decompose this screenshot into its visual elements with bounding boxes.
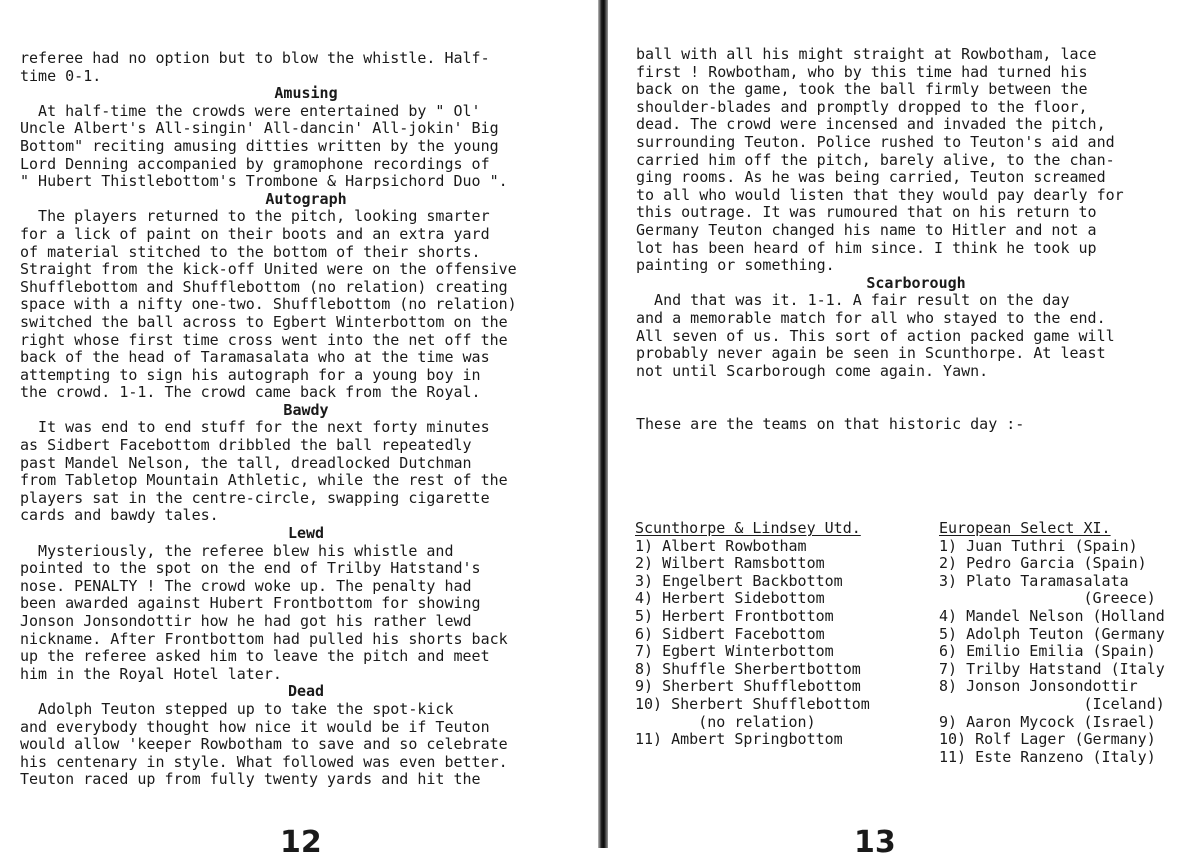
bawdy-line: as Sidbert Facebottom dribbled the ball repeatedly [20, 436, 472, 455]
amusing-line: Lord Denning accompanied by gramophone recordings of [20, 154, 490, 173]
section-heading-lewd: Lewd [287, 524, 325, 543]
autograph-line: for a lick of paint on their boots and an extra yard [20, 224, 490, 243]
left-page [0, 0, 598, 860]
away-player: 11) Este Ranzeno (Italy) [939, 747, 1156, 766]
lewd-line: Jonson Jonsondottir how he had got his rather lewd [20, 612, 472, 630]
amusing-line: " Hubert Thistlebottom's Trombone & Harpsichord Duo ". [20, 172, 508, 191]
right-intro-line: shoulder-blades and promptly dropped to the floor, [636, 97, 1088, 116]
autograph-line: attempting to sign his autograph for a young boy in [20, 365, 481, 384]
home-player: 3) Engelbert Backbottom [635, 571, 843, 590]
right-intro-line: Germany Teuton changed his name to Hitler and not a [636, 220, 1097, 239]
home-player: 1) Albert Rowbotham [635, 536, 807, 555]
page-number-left: 12 [280, 825, 322, 860]
bawdy-line: past Mandel Nelson, the tall, dreadlocked Dutchman [20, 453, 472, 472]
home-team-title: Scunthorpe & Lindsey Utd. [635, 519, 861, 537]
amusing-line: Bottom" reciting amusing ditties written by the young [20, 136, 499, 155]
right-intro-line: to all who would listen that they would pay dearly for [636, 185, 1124, 204]
home-team-list [635, 520, 870, 749]
away-player: 4) Mandel Nelson (Holland [939, 606, 1165, 625]
away-player: 1) Juan Tuthri (Spain) [939, 536, 1138, 555]
lewd-line: up the referee asked him to leave the pitch and meet [20, 647, 490, 666]
lewd-line: nickname. After Frontbottom had pulled his shorts back [20, 629, 508, 648]
right-intro-line: ball with all his might straight at Rowbotham, lace [636, 45, 1097, 63]
away-player: 7) Trilby Hatstand (Italy [939, 659, 1165, 678]
lewd-line: nose. PENALTY ! The crowd woke up. The penalty had [20, 576, 472, 595]
bawdy-line: players sat in the centre-circle, swapping cigarette [20, 488, 490, 507]
section-heading-amusing: Amusing [274, 84, 338, 103]
home-player-note: (no relation) [635, 712, 816, 731]
home-player: 7) Egbert Winterbottom [635, 642, 834, 661]
away-player: 3) Plato Taramasalata [939, 571, 1129, 590]
dead-line: Teuton raced up from fully twenty yards and hit the [20, 770, 481, 789]
scarborough-line: And that was it. 1-1. A fair result on the day [636, 291, 1070, 310]
right-page-text [636, 46, 1196, 434]
away-player: 10) Rolf Lager (Germany) [939, 730, 1156, 749]
away-player: 8) Jonson Jonsondottir [939, 677, 1138, 696]
home-player: 9) Sherbert Shufflebottom [635, 677, 861, 696]
away-player-country: (Iceland) [939, 694, 1165, 713]
right-intro-line: back on the game, took the ball firmly between the [636, 80, 1088, 99]
scarborough-line: and a memorable match for all who stayed to the end. [636, 308, 1106, 327]
team-lineups [635, 520, 1199, 780]
right-intro-line: carried him off the pitch, barely alive, to the chan- [636, 150, 1115, 169]
away-player: 6) Emilio Emilia (Spain) [939, 642, 1156, 661]
away-player-country: (Greece) [939, 589, 1156, 608]
home-player: 2) Wilbert Ramsbottom [635, 554, 825, 573]
home-player: 8) Shuffle Sherbertbottom [635, 659, 861, 678]
amusing-line: Uncle Albert's All-singin' All-dancin' All-jokin' Big [20, 119, 499, 138]
scarborough-line: All seven of us. This sort of action packed game will [636, 326, 1115, 345]
autograph-line: Straight from the kick-off United were on the offensive [20, 260, 517, 279]
autograph-line: the crowd. 1-1. The crowd came back from the Royal. [20, 383, 481, 402]
home-player: 10) Sherbert Shufflebottom [635, 694, 870, 713]
away-player: 2) Pedro Garcia (Spain) [939, 554, 1147, 573]
home-player: 6) Sidbert Facebottom [635, 624, 825, 643]
home-player: 4) Herbert Sidebottom [635, 589, 825, 608]
section-heading-scarborough: Scarborough [866, 273, 966, 292]
away-player: 5) Adolph Teuton (Germany [939, 624, 1165, 643]
autograph-line: space with a nifty one-two. Shufflebottom (no relation) [20, 295, 517, 314]
left-page-text [20, 50, 592, 789]
teams-intro: These are the teams on that historic day :- [636, 415, 1025, 434]
right-intro-line: first ! Rowbotham, who by this time had turned his [636, 62, 1088, 81]
home-player: 5) Herbert Frontbottom [635, 606, 834, 625]
section-heading-bawdy: Bawdy [283, 400, 329, 419]
lewd-line: pointed to the spot on the end of Trilby Hatstand's [20, 559, 481, 578]
scarborough-line: not until Scarborough come again. Yawn. [636, 361, 989, 380]
section-heading-autograph: Autograph [265, 189, 347, 208]
dead-line: Adolph Teuton stepped up to take the spot-kick [20, 699, 454, 718]
left-intro-line: referee had no option but to blow the whistle. Half- [20, 49, 490, 67]
bawdy-line: It was end to end stuff for the next forty minutes [20, 418, 490, 437]
bawdy-line: from Tabletop Mountain Athletic, while the rest of the [20, 471, 508, 490]
home-player: 11) Ambert Springbottom [635, 730, 843, 749]
right-intro-line: this outrage. It was rumoured that on his return to [636, 203, 1097, 222]
right-intro-line: dead. The crowd were incensed and invaded the pitch, [636, 115, 1106, 134]
autograph-line: Shufflebottom and Shufflebottom (no relation) creating [20, 277, 508, 296]
away-team-list [939, 520, 1165, 766]
lewd-line: been awarded against Hubert Frontbottom for showing [20, 594, 481, 613]
autograph-line: switched the ball across to Egbert Winterbottom on the [20, 312, 508, 331]
left-intro-line: time 0-1. [20, 66, 102, 85]
dead-line: would allow 'keeper Rowbotham to save and so celebrate [20, 735, 508, 754]
section-heading-dead: Dead [287, 682, 325, 701]
lewd-line: him in the Royal Hotel later. [20, 664, 282, 683]
away-team-title: European Select XI. [939, 519, 1111, 537]
dead-line: his centenary in style. What followed was even better. [20, 752, 508, 771]
page-number-right: 13 [854, 825, 896, 860]
bawdy-line: cards and bawdy tales. [20, 506, 219, 525]
right-intro-line: surrounding Teuton. Police rushed to Teuton's aid and [636, 132, 1115, 151]
autograph-line: of material stitched to the bottom of their shorts. [20, 242, 481, 261]
autograph-line: The players returned to the pitch, looking smarter [20, 207, 490, 226]
book-spine [598, 0, 608, 848]
right-intro-line: ging rooms. As he was being carried, Teuton screamed [636, 168, 1106, 187]
dead-line: and everybody thought how nice it would be if Teuton [20, 717, 490, 736]
lewd-line: Mysteriously, the referee blew his whistle and [20, 541, 454, 560]
amusing-line: At half-time the crowds were entertained by " Ol' [20, 101, 481, 120]
right-intro-line: lot has been heard of him since. I think he took up [636, 238, 1097, 257]
away-player: 9) Aaron Mycock (Israel) [939, 712, 1156, 731]
autograph-line: right whose first time cross went into the net off the [20, 330, 508, 349]
scarborough-line: probably never again be seen in Scunthorpe. At least [636, 344, 1106, 363]
right-intro-line: painting or something. [636, 256, 835, 275]
autograph-line: back of the head of Taramasalata who at the time was [20, 348, 490, 367]
